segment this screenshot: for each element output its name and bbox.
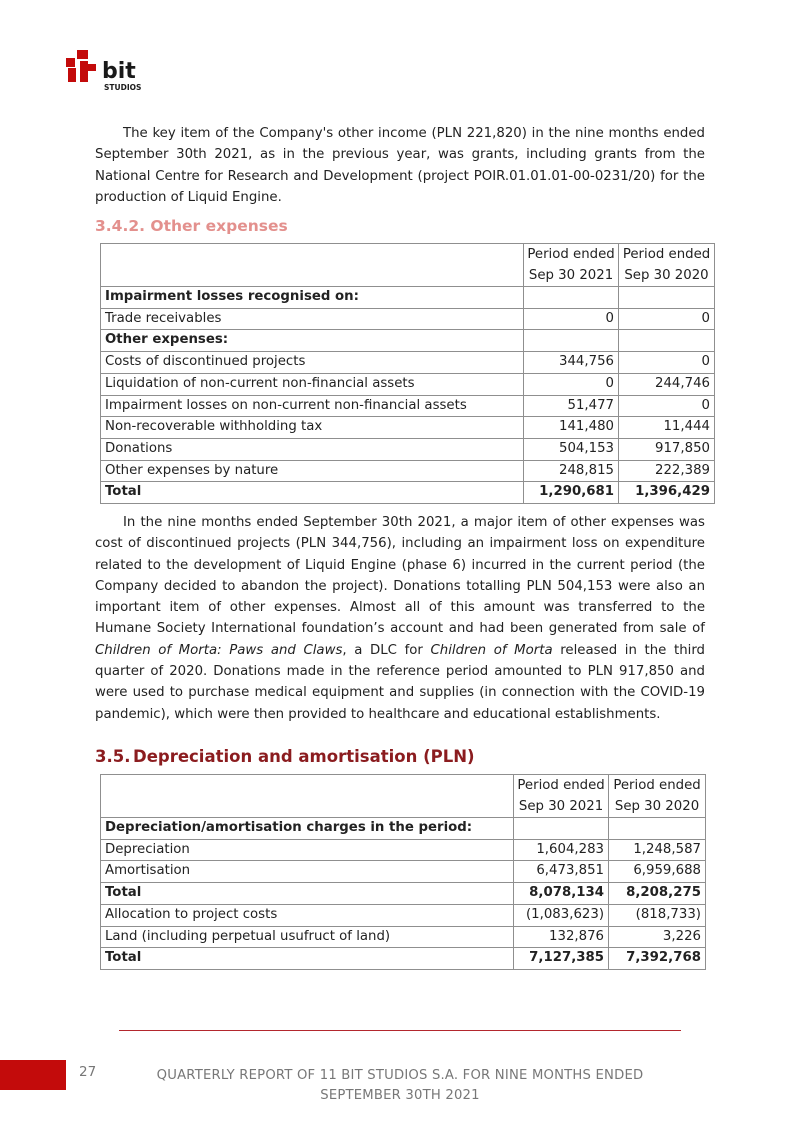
expenses-game-title: Children of Morta — [430, 642, 553, 658]
depreciation-cell-v2020: 7,392,768 — [609, 948, 706, 970]
svg-text:STUDIOS: STUDIOS — [104, 83, 142, 92]
depreciation-cell-label: Depreciation/amortisation charges in the period: — [101, 818, 514, 840]
depreciation-cell-v2021: 6,473,851 — [514, 861, 609, 883]
other-expenses-cell-v2021: 344,756 — [524, 352, 619, 374]
footer-report-title: QUARTERLY REPORT OF 11 BIT STUDIOS S.A. FOR NINE MONTHS ENDED SEPTEMBER 30TH 2021 — [156, 1068, 644, 1103]
table-row — [101, 330, 715, 352]
other-expenses-cell-v2020 — [619, 330, 715, 352]
other-expenses-cell-v2020: 0 — [619, 308, 715, 330]
other-expenses-cell-v2021: 0 — [524, 373, 619, 395]
other-expenses-cell-v2021: 1,290,681 — [524, 482, 619, 504]
other-expenses-cell-label: Donations — [101, 438, 524, 460]
other-expenses-cell-label: Impairment losses on non-current non-financial assets — [101, 395, 524, 417]
other-expenses-header-blank — [101, 244, 524, 287]
depreciation-cell-label: Land (including perpetual usufruct of land) — [101, 926, 514, 948]
other-expenses-cell-v2020: 11,444 — [619, 417, 715, 439]
table-row — [101, 839, 706, 861]
table-row — [101, 287, 715, 309]
depreciation-cell-label: Allocation to project costs — [101, 904, 514, 926]
svg-text:bit: bit — [102, 59, 136, 84]
table-row — [101, 948, 706, 970]
depreciation-cell-v2021: 7,127,385 — [514, 948, 609, 970]
intro-paragraph — [95, 123, 705, 208]
expenses-dlc-title: Children of Morta: Paws and Claws — [95, 642, 343, 658]
depreciation-cell-v2021: 132,876 — [514, 926, 609, 948]
depreciation-cell-v2020 — [609, 818, 706, 840]
other-expenses-header-col-1: Period ended Sep 30 2020 — [619, 244, 715, 287]
other-expenses-cell-label: Other expenses: — [101, 330, 524, 352]
other-expenses-cell-v2021: 141,480 — [524, 417, 619, 439]
other-expenses-cell-v2021: 51,477 — [524, 395, 619, 417]
other-expenses-cell-v2021 — [524, 287, 619, 309]
depreciation-header-col-0: Period ended Sep 30 2021 — [514, 775, 609, 818]
table-row — [101, 438, 715, 460]
depreciation-header-col-1: Period ended Sep 30 2020 — [609, 775, 706, 818]
depreciation-cell-v2021 — [514, 818, 609, 840]
other-expenses-cell-label: Total — [101, 482, 524, 504]
depreciation-cell-v2021: 1,604,283 — [514, 839, 609, 861]
other-expenses-cell-label: Impairment losses recognised on: — [101, 287, 524, 309]
table-row — [101, 395, 715, 417]
table-row — [101, 373, 715, 395]
table-row — [101, 460, 715, 482]
depreciation-cell-label: Total — [101, 948, 514, 970]
other-expenses-header-row — [101, 244, 715, 287]
depreciation-table — [100, 774, 706, 970]
depreciation-header-blank — [101, 775, 514, 818]
other-expenses-cell-label: Non-recoverable withholding tax — [101, 417, 524, 439]
table-row — [101, 482, 715, 504]
other-expenses-cell-v2020: 0 — [619, 352, 715, 374]
table-row — [101, 883, 706, 905]
page-number: 27 — [79, 1064, 97, 1080]
other-expenses-header-col-0: Period ended Sep 30 2021 — [524, 244, 619, 287]
expenses-text-part2: , a DLC for — [342, 642, 431, 658]
other-expenses-cell-v2021: 248,815 — [524, 460, 619, 482]
other-expenses-cell-v2021 — [524, 330, 619, 352]
table-row — [101, 352, 715, 374]
expenses-paragraph — [95, 512, 705, 725]
other-expenses-cell-v2021: 504,153 — [524, 438, 619, 460]
table-row — [101, 861, 706, 883]
depreciation-cell-v2020: (818,733) — [609, 904, 706, 926]
section-title: Depreciation and amortisation (PLN) — [133, 747, 475, 766]
other-expenses-cell-label: Other expenses by nature — [101, 460, 524, 482]
depreciation-cell-v2021: 8,078,134 — [514, 883, 609, 905]
table-row — [101, 818, 706, 840]
depreciation-cell-v2020: 1,248,587 — [609, 839, 706, 861]
other-expenses-cell-label: Costs of discontinued projects — [101, 352, 524, 374]
other-expenses-cell-label: Liquidation of non-current non-financial assets — [101, 373, 524, 395]
table-row — [101, 904, 706, 926]
depreciation-cell-v2020: 8,208,275 — [609, 883, 706, 905]
depreciation-cell-label: Depreciation — [101, 839, 514, 861]
other-expenses-table — [100, 243, 715, 504]
section-heading-other-expenses: 3.4.2. Other expenses — [95, 217, 288, 235]
other-expenses-cell-v2020: 222,389 — [619, 460, 715, 482]
depreciation-cell-label: Amortisation — [101, 861, 514, 883]
depreciation-cell-v2020: 3,226 — [609, 926, 706, 948]
company-logo — [66, 50, 156, 94]
table-row — [101, 417, 715, 439]
other-expenses-cell-v2020: 917,850 — [619, 438, 715, 460]
depreciation-cell-v2020: 6,959,688 — [609, 861, 706, 883]
intro-text: The key item of the Company's other income (PLN 221,820) in the nine months ended September 30th 2021, as in the previous year, was grants, including grants from the National Centre for Research and Development (project POIR.01.01.01-00-0231/20) for the production of Liquid Engine. — [95, 126, 705, 205]
depreciation-cell-label: Total — [101, 883, 514, 905]
expenses-text-part3: released in the third quarter of 2020. Donations made in the reference period amounted to PLN 917,850 and were used to purchase medical equipment and supplies (in connection with the COVID-19 pandemic), which were then provided to healthcare and educational establishments. — [95, 642, 705, 722]
other-expenses-cell-label: Trade receivables — [101, 308, 524, 330]
table-row — [101, 308, 715, 330]
section-number: 3.5. — [95, 747, 131, 766]
other-expenses-cell-v2021: 0 — [524, 308, 619, 330]
other-expenses-cell-v2020: 1,396,429 — [619, 482, 715, 504]
section-heading-depreciation — [95, 747, 475, 766]
other-expenses-cell-v2020: 244,746 — [619, 373, 715, 395]
table-row — [101, 926, 706, 948]
depreciation-header-row — [101, 775, 706, 818]
footer-divider — [119, 1030, 681, 1031]
footer-accent-block — [0, 1060, 66, 1090]
other-expenses-cell-v2020 — [619, 287, 715, 309]
expenses-text-part1: In the nine months ended September 30th 2021, a major item of other expenses was cost of discontinued projects (PLN 344,756), including an impairment loss on expenditure related to the development of Liquid Engine (phase 6) incurred in the current period (the Company decided to abandon the project). Donations totalling PLN 504,153 were also an important item of other expenses. Almost all of this amount was transferred to the Humane Society International foundation’s account and had been generated from sale of — [95, 515, 705, 637]
other-expenses-cell-v2020: 0 — [619, 395, 715, 417]
depreciation-cell-v2021: (1,083,623) — [514, 904, 609, 926]
